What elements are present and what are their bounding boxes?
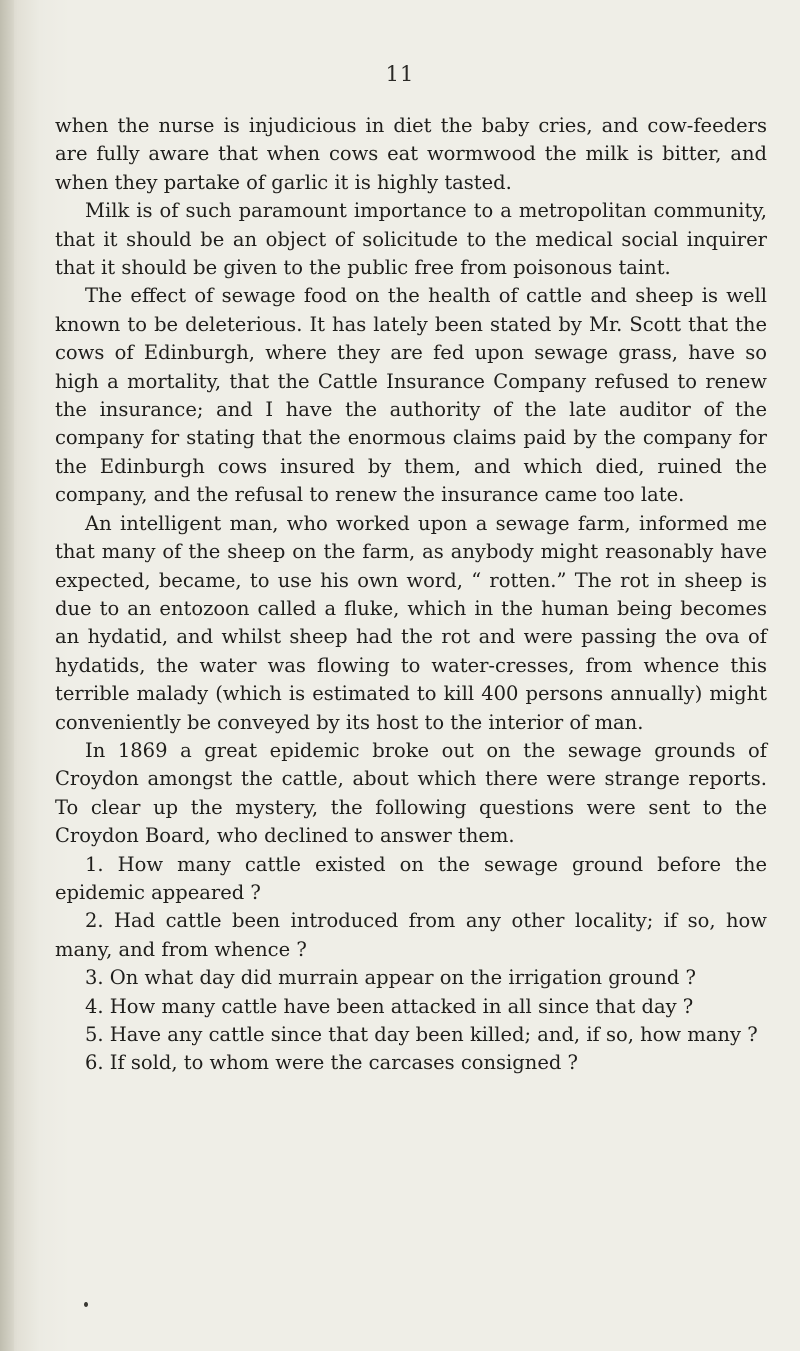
page-number: 11 <box>385 62 415 86</box>
question-1: 1. How many cattle existed on the sewage ground before the epidemic appeared ? <box>55 852 767 904</box>
question-3: 3. On what day did murrain appear on the irrigation ground ? <box>85 966 696 990</box>
ink-speck <box>84 1302 88 1307</box>
paragraph-1: when the nurse is injudicious in diet the baby cries, and cow-feeders are fully aware that when cows eat wormwood the milk is bitter, and when they partake of garlic it is highly tasted. <box>55 114 767 194</box>
paragraph-4: An intelligent man, who worked upon a sewage farm, informed me that many of the sheep on the farm, as anybody might reasonably have expected, became, to use his own word, “ rotten.” The rot in sheep is due to an entozoon called a fluke, which in the human being becomes an hydatid, and whilst sheep had the rot and were passing the ova of hydatids, the water was flowing to water-cresses, from whence this terrible malady (which is estimated to kill 400 persons annually) might conveniently be conveyed by its host to the interior of man. <box>55 511 767 734</box>
question-2: 2. Had cattle been introduced from any other locality; if so, how many, and from whence ? <box>55 909 767 961</box>
page-spine-shadow <box>0 0 14 1351</box>
question-4: 4. How many cattle have been attacked in all since that day ? <box>85 994 694 1018</box>
question-6: 6. If sold, to whom were the carcases consigned ? <box>85 1051 579 1075</box>
paragraph-5: In 1869 a great epidemic broke out on the sewage grounds of Croydon amongst the cattle, about which there were strange reports. To clear up the mystery, the following questions were sent to the Croydon Board, who declined to answer them. <box>55 738 767 848</box>
page-body-text <box>55 112 767 1078</box>
question-5: 5. Have any cattle since that day been killed; and, if so, how many ? <box>85 1023 758 1046</box>
paragraph-2: Milk is of such paramount importance to a metropolitan community, that it should be an object of solicitude to the medical social inquirer that it should be given to the public free from poisonous taint. <box>55 199 767 280</box>
paragraph-3: The effect of sewage food on the health of cattle and sheep is well known to be deleterious. It has lately been stated by Mr. Scott that the cows of Edinburgh, where they are fed upon sewage grass, have so high a mortality, that the Cattle Insurance Company refused to renew the insurance; and I have the authority of the late auditor of the company for stating that the enormous claims paid by the company for the Edinburgh cows insured by them, and which died, ruined the company, and the refusal to renew the insurance came too late. <box>55 284 767 507</box>
